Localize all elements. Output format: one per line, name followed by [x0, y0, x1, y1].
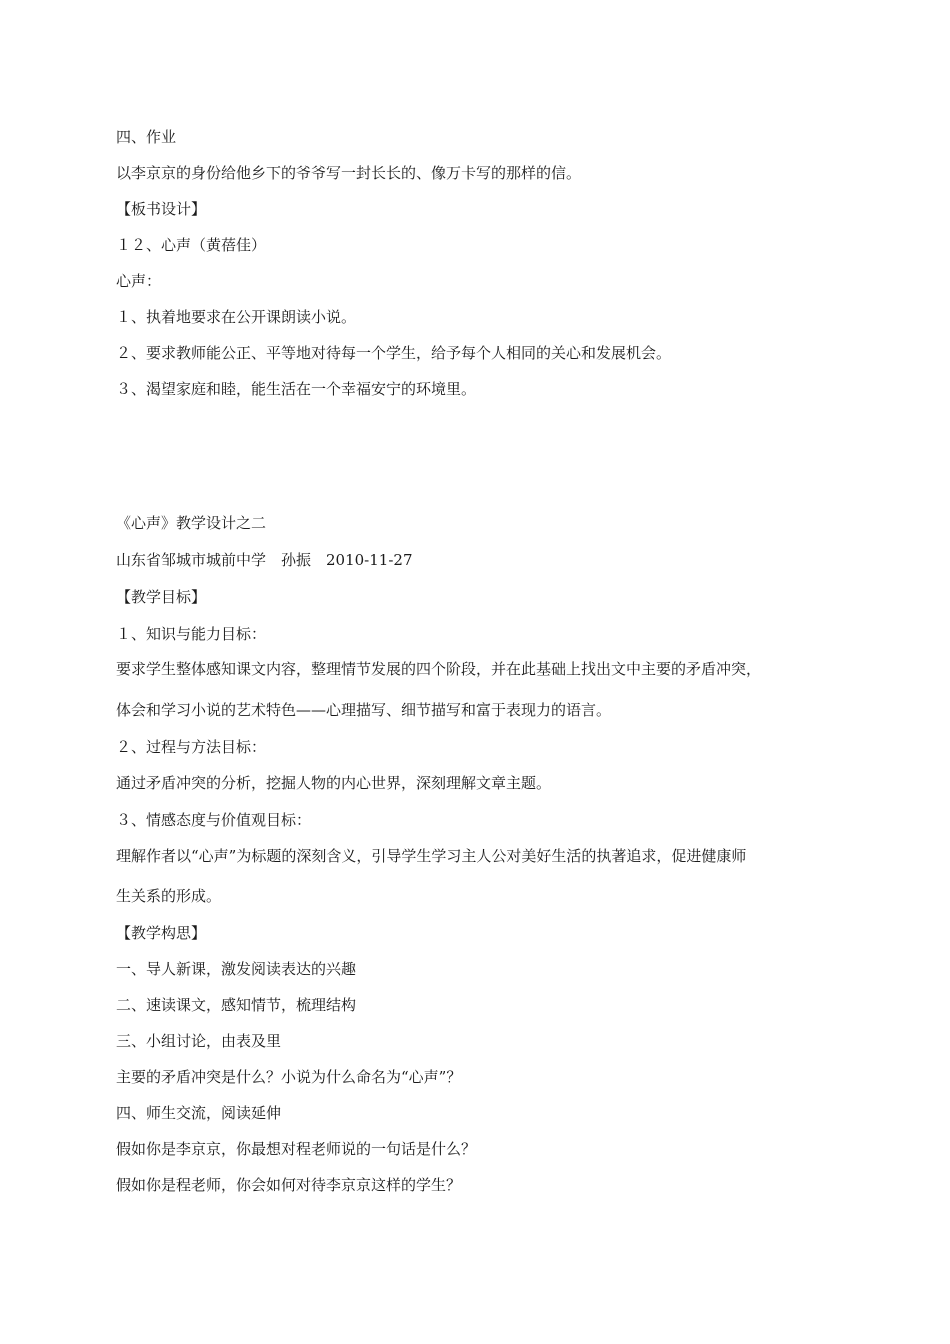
goal-heading: ２、过程与方法目标： [116, 738, 267, 756]
goal-text: 体会和学习小说的艺术特色——心理描写、细节描写和富于表现力的语言。 [116, 701, 612, 719]
concept-item: 主要的矛盾冲突是什么？小说为什么命名为“心声”？ [116, 1068, 462, 1086]
goal-text: 要求学生整体感知课文内容，整理情节发展的四个阶段，并在此基础上找出文中主要的矛盾冲突， [116, 660, 762, 678]
goal-text: 生关系的形成。 [116, 887, 222, 905]
goal-heading: １、知识与能力目标： [116, 625, 267, 643]
concept-item: 四、师生交流，阅读延伸 [116, 1104, 282, 1122]
homework-text: 以李京京的身份给他乡下的爷爷写一封长长的、像万卡写的那样的信。 [116, 164, 582, 182]
concept-item: 一、导人新课，激发阅读表达的兴趣 [116, 960, 357, 978]
board-item: ３、渴望家庭和睦，能生活在一个幸福安宁的环境里。 [116, 380, 477, 398]
concept-item: 假如你是程老师，你会如何对待李京京这样的学生？ [116, 1176, 462, 1194]
board-item: １、执着地要求在公开课朗读小说。 [116, 308, 357, 326]
board-design-heading: 【板书设计】 [116, 200, 207, 218]
concept-item: 二、速读课文，感知情节，梳理结构 [116, 996, 357, 1014]
board-label: 心声： [116, 272, 162, 290]
author-line: 山东省邹城市城前中学 孙振 2010-11-27 [116, 551, 413, 569]
homework-heading: 四、作业 [116, 128, 177, 146]
concept-item: 假如你是李京京，你最想对程老师说的一句话是什么？ [116, 1140, 477, 1158]
concept-heading: 【教学构思】 [116, 924, 207, 942]
board-title: １２、心声（黄蓓佳） [116, 236, 267, 254]
goal-text: 理解作者以“心声”为标题的深刻含义，引导学生学习主人公对美好生活的执著追求，促进健康师 [116, 847, 747, 865]
goals-heading: 【教学目标】 [116, 588, 207, 606]
goal-heading: ３、情感态度与价值观目标： [116, 811, 312, 829]
board-item: ２、要求教师能公正、平等地对待每一个学生，给予每个人相同的关心和发展机会。 [116, 344, 672, 362]
concept-item: 三、小组讨论，由表及里 [116, 1032, 282, 1050]
goal-text: 通过矛盾冲突的分析，挖掘人物的内心世界，深刻理解文章主题。 [116, 774, 552, 792]
section-title: 《心声》教学设计之二 [116, 514, 267, 532]
